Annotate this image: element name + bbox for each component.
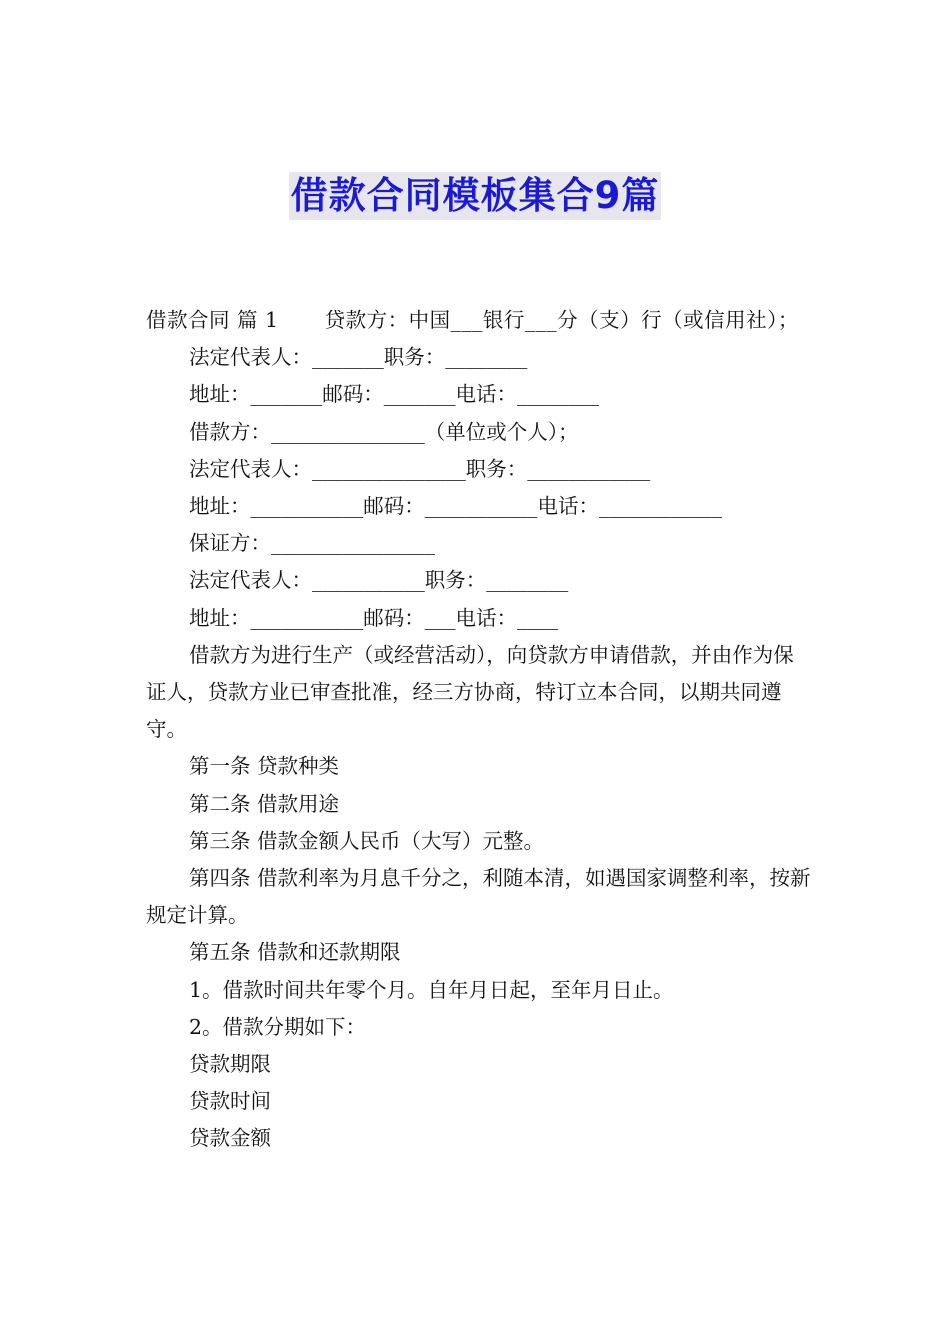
- paragraph-line: 地址：___________邮码：___电话：____: [189, 605, 558, 630]
- paragraph-intro: [146, 302, 811, 339]
- clause-1: 1。借款时间共年零个月。自年月日起，至年月日止。: [189, 977, 674, 1002]
- document-title: 借款合同模板集合9篇: [289, 172, 662, 220]
- title-container: [0, 172, 950, 220]
- list-item: 贷款时间: [189, 1089, 271, 1114]
- article-4: 第四条 借款利率为月息千分之，利随本清，如遇国家调整利率，按新规定计算。: [146, 866, 811, 928]
- paragraph-line: 地址：_______邮码：_______电话：________: [189, 382, 599, 407]
- paragraph-purpose: 借款方为进行生产（或经营活动），向贷款方申请借款，并由作为保证人，贷款方业已审查批准，经三方协商，特订立本合同，以期共同遵守。: [146, 642, 794, 742]
- article-3: 第三条 借款金额人民币（大写）元整。: [189, 828, 545, 853]
- document-body: [146, 302, 811, 1158]
- section-label: 借款合同 篇 1: [146, 308, 279, 332]
- paragraph-line: 地址：___________邮码：___________电话：____________: [189, 494, 722, 519]
- list-item: 贷款金额: [189, 1126, 271, 1151]
- clause-2: 2。借款分期如下：: [189, 1014, 367, 1039]
- article-1: 第一条 贷款种类: [189, 754, 340, 779]
- article-2: 第二条 借款用途: [189, 791, 340, 816]
- list-item: 贷款期限: [189, 1052, 271, 1077]
- paragraph-line: 法定代表人：_______职务：________: [189, 345, 528, 370]
- article-5: 第五条 借款和还款期限: [189, 940, 401, 965]
- paragraph-line: 借款方：_______________（单位或个人）；: [189, 419, 579, 444]
- paragraph-line: 法定代表人：_______________职务：____________: [189, 456, 651, 481]
- paragraph-line: 保证方：________________: [189, 531, 435, 556]
- paragraph-line: 法定代表人：___________职务：________: [189, 568, 569, 593]
- lender-line: 贷款方：中国___银行___分（支）行（或信用社）；: [324, 308, 799, 332]
